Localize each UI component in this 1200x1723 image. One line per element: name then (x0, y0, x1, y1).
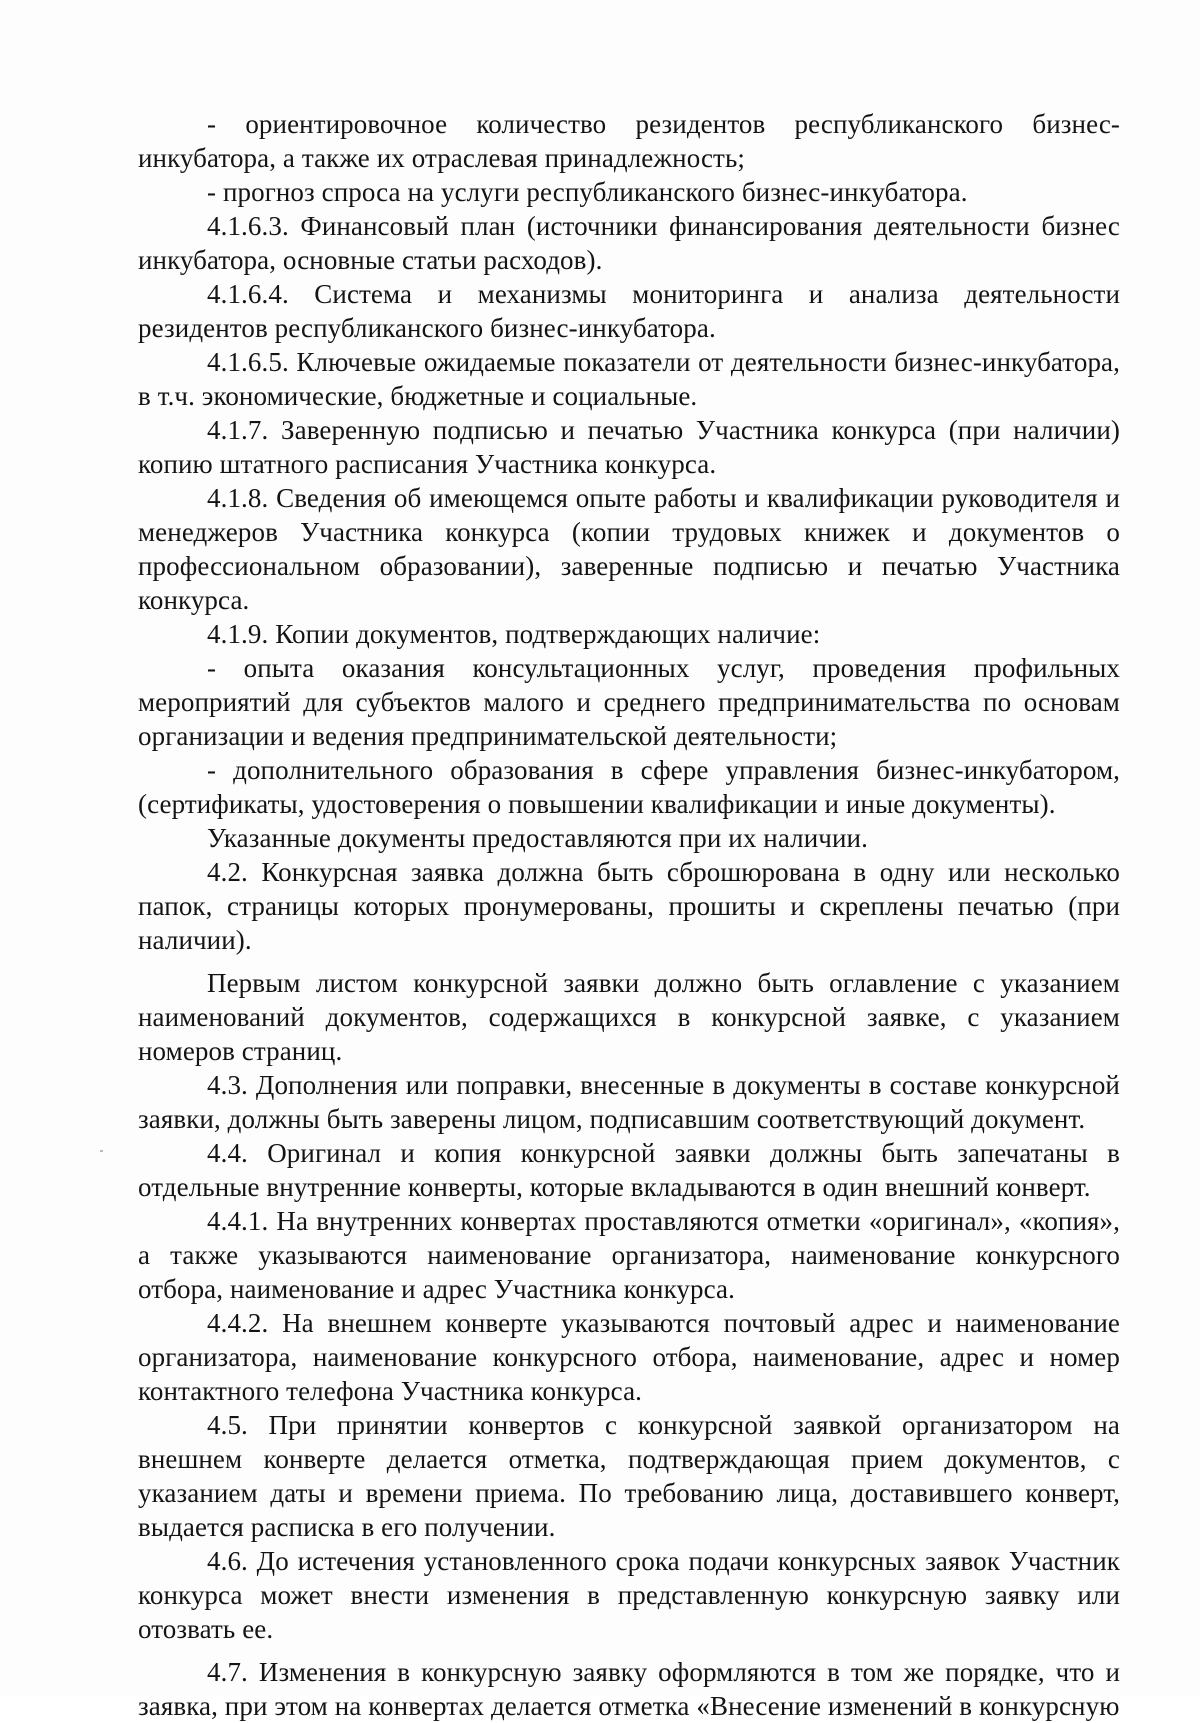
paragraph-4-1-9: 4.1.9. Копии документов, подтверждающих наличие: (207, 619, 821, 649)
paragraph-4-4-2: 4.4.2. На внешнем конверте указываются почтовый адрес и наименование организатора, наименование конкурсного отбора, наименование, адрес и номер контактного телефона Участника конкурса. (138, 1308, 1120, 1406)
paragraph-4-5: 4.5. При принятии конвертов с конкурсной заявкой организатором на внешнем конверте делается отметка, подтверждающая прием документов, с указанием даты и времени приема. По требованию лица, доставившего конверт, выдается расписка в его получении. (138, 1410, 1120, 1542)
paragraph-4-1-7: 4.1.7. Заверенную подписью и печатью Участника конкурса (при наличии) копию штатного расписания Участника конкурса. (138, 415, 1120, 479)
paragraph-additional-education: - дополнительного образования в сфере управления бизнес-инкубатором, (сертификаты, удостоверения о повышении квалификации и иные документы). (138, 755, 1120, 819)
paragraph-4-2: 4.2. Конкурсная заявка должна быть сброшюрована в одну или несколько папок, страницы которых пронумерованы, прошиты и скреплены печатью (при наличии). (138, 857, 1120, 955)
paragraph-table-of-contents: Первым листом конкурсной заявки должно быть оглавление с указанием наименований документов, содержащихся в конкурсной заявке, с указанием номеров страниц. (138, 968, 1120, 1066)
paragraph-consulting-experience: - опыта оказания консультационных услуг, проведения профильных мероприятий для субъектов малого и среднего предпринимательства по основам организации и ведения предпринимательской деятельности; (138, 653, 1120, 751)
scan-speck (100, 1150, 103, 1152)
paragraph-4-7: 4.7. Изменения в конкурсную заявку оформляются в том же порядке, что и заявка, при этом на конвертах делается отметка «Внесение изменений в конкурсную (138, 1657, 1120, 1721)
paragraph-4-1-6-3: 4.1.6.3. Финансовый план (источники финансирования деятельности бизнес инкубатора, основные статьи расходов). (138, 211, 1120, 275)
paragraph-documents-note: Указанные документы предоставляются при их наличии. (207, 823, 868, 853)
paragraph-4-4-1: 4.4.1. На внутренних конвертах проставляются отметки «оригинал», «копия», а также указываются наименование организатора, наименование конкурсного отбора, наименование и адрес Участника конкурса. (138, 1206, 1120, 1304)
paragraph-4-3: 4.3. Дополнения или поправки, внесенные в документы в составе конкурсной заявки, должны быть заверены лицом, подписавшим соответствующий документ. (138, 1070, 1120, 1134)
paragraph-4-1-8: 4.1.8. Сведения об имеющемся опыте работы и квалификации руководителя и менеджеров Участника конкурса (копии трудовых книжек и документов о профессиональном образовании), заверенные подписью и печатью Участника конкурса. (138, 483, 1120, 615)
paragraph-4-1-6-5: 4.1.6.5. Ключевые ожидаемые показатели от деятельности бизнес-инкубатора, в т.ч. экономические, бюджетные и социальные. (138, 347, 1120, 411)
paragraph-4-4: 4.4. Оригинал и копия конкурсной заявки должны быть запечатаны в отдельные внутренние конверты, которые вкладываются в один внешний конверт. (138, 1138, 1120, 1202)
paragraph-demand-forecast: - прогноз спроса на услуги республиканского бизнес-инкубатора. (207, 177, 968, 207)
paragraph-4-1-6-4: 4.1.6.4. Система и механизмы мониторинга и анализа деятельности резидентов республиканского бизнес-инкубатора. (138, 279, 1120, 343)
paragraph-4-6: 4.6. До истечения установленного срока подачи конкурсных заявок Участник конкурса может внести изменения в представленную конкурсную заявку или отозвать ее. (138, 1546, 1120, 1644)
document-body (138, 107, 1120, 1723)
paragraph-residents-count: - ориентировочное количество резидентов республиканского бизнес-инкубатора, а также их отраслевая принадлежность; (138, 109, 1120, 173)
